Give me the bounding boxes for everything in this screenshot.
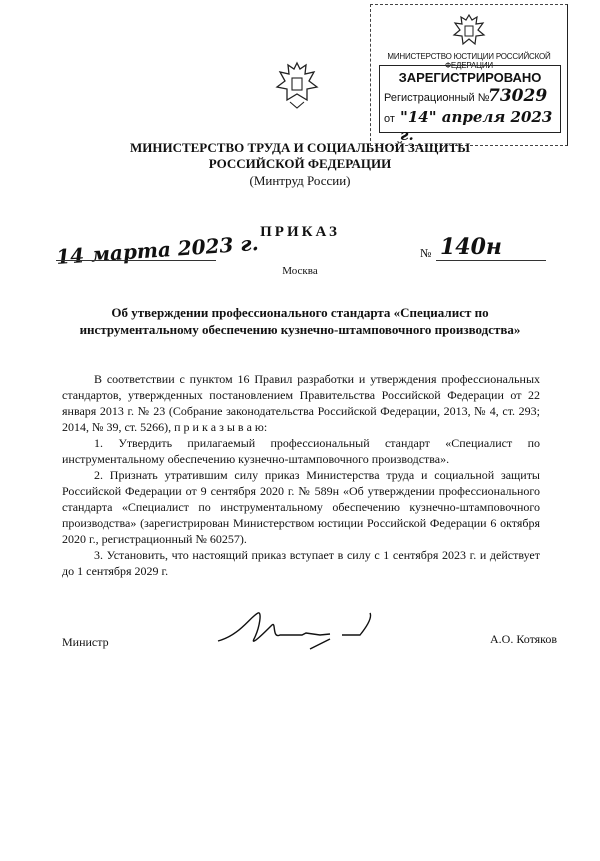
order-body xyxy=(62,371,540,579)
body-paragraph: 2. Признать утратившим силу приказ Министерства труда и социальной защиты Российской Федерации от 9 сентября 2020 г. № 589н «Об утверждении профессионального стандарта «Специалист по инструментальному обеспечению кузнечно-штамповочного производства» (зарегистрирован Министерством юстиции Российской Федерации 6 октября 2020 г., регистрационный № 60257). xyxy=(62,468,540,546)
order-number: 140н xyxy=(440,234,502,260)
signatory-position: Министр xyxy=(62,635,109,649)
eagle-emblem-icon xyxy=(449,11,489,51)
body-paragraph: В соответствии с пунктом 16 Правил разработки и утверждения профессиональных стандартов, утвержденных постановлением Правительства Российской Федерации от 22 января 2013 г. № 23 (Собрание законодательства Российской Федерации, 2013, № 4, ст. 293; 2014, № 39, ст. 5266), п р и к а з ы в а ю: xyxy=(62,372,540,434)
stamp-status: ЗАРЕГИСТРИРОВАНО xyxy=(398,70,542,85)
body-paragraph: 1. Утвердить прилагаемый профессиональный стандарт «Специалист по инструментальному обеспечению кузнечно-штамповочного производства». xyxy=(62,436,540,466)
stamp-reg-date-prefix: от xyxy=(384,113,395,125)
order-subject: Об утверждении профессионального стандарта «Специалист по инструментальному обеспечению кузнечно-штамповочного производства» xyxy=(79,305,521,337)
handwritten-signature xyxy=(210,605,380,655)
stamp-ministry: МИНИСТЕРСТВО ЮСТИЦИИ РОССИЙСКОЙ ФЕДЕРАЦИИ xyxy=(387,52,551,70)
registration-stamp xyxy=(370,4,568,146)
order-number-prefix: № xyxy=(420,246,432,260)
city: Москва xyxy=(282,265,318,277)
stamp-reg-number: 73029 xyxy=(488,86,548,106)
ministry-line-2: РОССИЙСКОЙ ФЕДЕРАЦИИ xyxy=(208,156,392,171)
signatory-name: А.О. Котяков xyxy=(490,632,558,646)
stamp-reg-date: "14" апреля 2023 г. xyxy=(400,108,553,144)
ministry-name xyxy=(120,140,480,172)
stamp-box xyxy=(379,65,561,144)
number-underline xyxy=(436,260,546,261)
coat-of-arms-icon xyxy=(274,60,320,112)
stamp-reg-number-label: Регистрационный № xyxy=(384,92,490,104)
body-paragraph: 3. Установить, что настоящий приказ вступает в силу с 1 сентября 2023 г. и действует до 1 сентября 2029 г. xyxy=(62,548,540,578)
date-underline xyxy=(56,260,216,261)
document-type: ПРИКАЗ xyxy=(260,224,340,240)
order-date: 14 марта 2023 г. xyxy=(55,230,260,270)
ministry-line-1: МИНИСТЕРСТВО ТРУДА И СОЦИАЛЬНОЙ ЗАЩИТЫ xyxy=(129,140,471,155)
ministry-short-name: (Минтруд России) xyxy=(249,173,351,188)
